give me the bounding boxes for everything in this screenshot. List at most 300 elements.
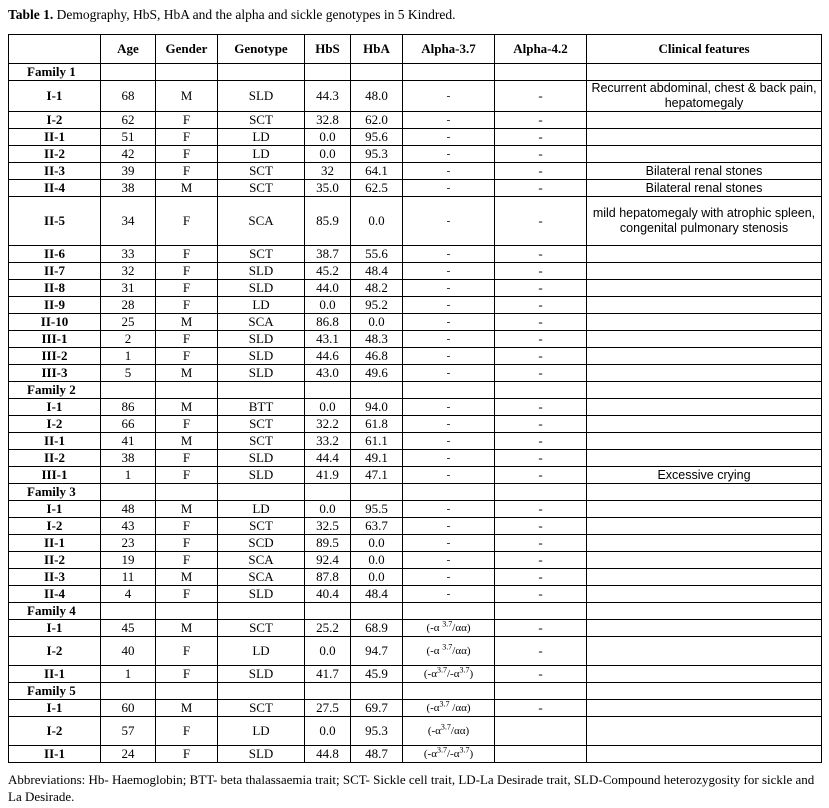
cell-a37: $(-\alpha^{3.7}/-\alpha^{3.7})$ bbox=[403, 746, 495, 763]
cell-hbs: 87.8 bbox=[305, 569, 351, 586]
cell-hba: 61.8 bbox=[351, 416, 403, 433]
empty-cell bbox=[156, 484, 218, 501]
cell-hbs: 25.2 bbox=[305, 620, 351, 637]
cell-clinical bbox=[587, 450, 822, 467]
cell-hba: 49.6 bbox=[351, 365, 403, 382]
cell-hba: 68.9 bbox=[351, 620, 403, 637]
cell-genotype: SCA bbox=[218, 552, 305, 569]
family-label: Family 2 bbox=[9, 382, 101, 399]
cell-gender: M bbox=[156, 569, 218, 586]
cell-gender: M bbox=[156, 365, 218, 382]
cell-clinical bbox=[587, 666, 822, 683]
cell-a42: - bbox=[495, 163, 587, 180]
cell-age: 34 bbox=[101, 197, 156, 246]
cell-age: 39 bbox=[101, 163, 156, 180]
cell-gender: M bbox=[156, 314, 218, 331]
cell-hbs: 44.4 bbox=[305, 450, 351, 467]
cell-id: II-1 bbox=[9, 746, 101, 763]
cell-age: 60 bbox=[101, 700, 156, 717]
cell-gender: F bbox=[156, 416, 218, 433]
cell-gender: M bbox=[156, 399, 218, 416]
cell-a37: - bbox=[403, 129, 495, 146]
empty-cell bbox=[495, 382, 587, 399]
cell-hba: 48.4 bbox=[351, 586, 403, 603]
cell-a37: ($-\alpha^{3.7}$ /αα) bbox=[403, 700, 495, 717]
cell-a42: - bbox=[495, 399, 587, 416]
cell-hbs: 44.3 bbox=[305, 81, 351, 112]
cell-a37: - bbox=[403, 433, 495, 450]
cell-a37: - bbox=[403, 450, 495, 467]
cell-hba: 95.5 bbox=[351, 501, 403, 518]
cell-a42: - bbox=[495, 112, 587, 129]
cell-gender: F bbox=[156, 146, 218, 163]
cell-a37: (-α $^{3.7}$/αα) bbox=[403, 620, 495, 637]
cell-gender: F bbox=[156, 297, 218, 314]
cell-id: II-1 bbox=[9, 129, 101, 146]
cell-hba: 48.0 bbox=[351, 81, 403, 112]
cell-genotype: BTT bbox=[218, 399, 305, 416]
cell-id: III-1 bbox=[9, 467, 101, 484]
cell-hba: 48.3 bbox=[351, 331, 403, 348]
cell-age: 62 bbox=[101, 112, 156, 129]
cell-clinical bbox=[587, 586, 822, 603]
empty-cell bbox=[495, 683, 587, 700]
table-row bbox=[9, 620, 822, 637]
cell-age: 19 bbox=[101, 552, 156, 569]
cell-age: 51 bbox=[101, 129, 156, 146]
cell-clinical bbox=[587, 416, 822, 433]
cell-a37: - bbox=[403, 246, 495, 263]
header-hba: HbA bbox=[351, 35, 403, 64]
empty-cell bbox=[495, 603, 587, 620]
family-label: Family 3 bbox=[9, 484, 101, 501]
cell-id: II-1 bbox=[9, 535, 101, 552]
cell-hba: 61.1 bbox=[351, 433, 403, 450]
cell-a42: - bbox=[495, 365, 587, 382]
cell-clinical bbox=[587, 129, 822, 146]
family-header-row bbox=[9, 382, 822, 399]
cell-hbs: 0.0 bbox=[305, 399, 351, 416]
cell-age: 40 bbox=[101, 637, 156, 666]
cell-gender: F bbox=[156, 637, 218, 666]
cell-gender: F bbox=[156, 518, 218, 535]
empty-cell bbox=[403, 603, 495, 620]
cell-clinical bbox=[587, 399, 822, 416]
table-row bbox=[9, 535, 822, 552]
cell-clinical bbox=[587, 700, 822, 717]
cell-a42: - bbox=[495, 450, 587, 467]
cell-genotype: LD bbox=[218, 501, 305, 518]
empty-cell bbox=[218, 603, 305, 620]
empty-cell bbox=[101, 683, 156, 700]
family-header-row bbox=[9, 484, 822, 501]
table-row bbox=[9, 81, 822, 112]
cell-genotype: SLD bbox=[218, 263, 305, 280]
cell-id: II-1 bbox=[9, 666, 101, 683]
cell-age: 68 bbox=[101, 81, 156, 112]
cell-age: 4 bbox=[101, 586, 156, 603]
cell-age: 24 bbox=[101, 746, 156, 763]
table-row bbox=[9, 569, 822, 586]
cell-a37: - bbox=[403, 348, 495, 365]
cell-hba: 0.0 bbox=[351, 197, 403, 246]
table-row bbox=[9, 348, 822, 365]
cell-a42: - bbox=[495, 280, 587, 297]
cell-hba: 62.5 bbox=[351, 180, 403, 197]
cell-age: 33 bbox=[101, 246, 156, 263]
empty-cell bbox=[156, 64, 218, 81]
header-id bbox=[9, 35, 101, 64]
family-label: Family 1 bbox=[9, 64, 101, 81]
cell-id: III-2 bbox=[9, 348, 101, 365]
cell-a37: - bbox=[403, 365, 495, 382]
cell-gender: M bbox=[156, 180, 218, 197]
cell-genotype: SCT bbox=[218, 518, 305, 535]
table-row bbox=[9, 467, 822, 484]
cell-a42: - bbox=[495, 569, 587, 586]
table-row bbox=[9, 297, 822, 314]
cell-age: 42 bbox=[101, 146, 156, 163]
cell-genotype: LD bbox=[218, 129, 305, 146]
cell-genotype: SLD bbox=[218, 365, 305, 382]
cell-hbs: 44.6 bbox=[305, 348, 351, 365]
cell-hba: 62.0 bbox=[351, 112, 403, 129]
cell-a42: - bbox=[495, 637, 587, 666]
cell-hba: 69.7 bbox=[351, 700, 403, 717]
cell-id: II-5 bbox=[9, 197, 101, 246]
cell-id: I-1 bbox=[9, 620, 101, 637]
cell-age: 1 bbox=[101, 467, 156, 484]
cell-hbs: 0.0 bbox=[305, 637, 351, 666]
cell-gender: F bbox=[156, 348, 218, 365]
cell-a42: - bbox=[495, 197, 587, 246]
cell-hba: 0.0 bbox=[351, 535, 403, 552]
cell-hbs: 43.1 bbox=[305, 331, 351, 348]
cell-clinical bbox=[587, 246, 822, 263]
empty-cell bbox=[305, 382, 351, 399]
cell-hbs: 38.7 bbox=[305, 246, 351, 263]
cell-hbs: 0.0 bbox=[305, 501, 351, 518]
cell-clinical bbox=[587, 263, 822, 280]
cell-hba: 47.1 bbox=[351, 467, 403, 484]
empty-cell bbox=[351, 382, 403, 399]
cell-clinical bbox=[587, 331, 822, 348]
empty-cell bbox=[218, 484, 305, 501]
cell-id: II-3 bbox=[9, 569, 101, 586]
cell-genotype: SCT bbox=[218, 416, 305, 433]
cell-genotype: SCD bbox=[218, 535, 305, 552]
cell-a37: - bbox=[403, 112, 495, 129]
table-row bbox=[9, 518, 822, 535]
cell-a42: - bbox=[495, 518, 587, 535]
cell-a37: - bbox=[403, 552, 495, 569]
cell-a42: - bbox=[495, 348, 587, 365]
cell-id: II-1 bbox=[9, 433, 101, 450]
table-row bbox=[9, 112, 822, 129]
cell-clinical bbox=[587, 112, 822, 129]
cell-genotype: SCT bbox=[218, 246, 305, 263]
cell-age: 2 bbox=[101, 331, 156, 348]
cell-id: III-1 bbox=[9, 331, 101, 348]
cell-age: 11 bbox=[101, 569, 156, 586]
cell-gender: F bbox=[156, 552, 218, 569]
cell-hba: 0.0 bbox=[351, 552, 403, 569]
table-body bbox=[9, 64, 822, 763]
cell-gender: F bbox=[156, 280, 218, 297]
empty-cell bbox=[495, 484, 587, 501]
cell-a37: - bbox=[403, 81, 495, 112]
header-clinical-features: Clinical features bbox=[587, 35, 822, 64]
table-row bbox=[9, 263, 822, 280]
cell-genotype: SCT bbox=[218, 700, 305, 717]
cell-clinical: mild hepatomegaly with atrophic spleen, congenital pulmonary stenosis bbox=[587, 197, 822, 246]
cell-gender: F bbox=[156, 163, 218, 180]
header-genotype: Genotype bbox=[218, 35, 305, 64]
cell-clinical bbox=[587, 501, 822, 518]
cell-hbs: 27.5 bbox=[305, 700, 351, 717]
cell-id: I-2 bbox=[9, 717, 101, 746]
cell-genotype: SLD bbox=[218, 280, 305, 297]
cell-a37: - bbox=[403, 467, 495, 484]
table-row bbox=[9, 717, 822, 746]
cell-genotype: SCT bbox=[218, 112, 305, 129]
cell-age: 43 bbox=[101, 518, 156, 535]
table-row bbox=[9, 666, 822, 683]
table-row bbox=[9, 700, 822, 717]
cell-hba: 48.4 bbox=[351, 263, 403, 280]
cell-a37: $(-\alpha^{3.7}/-\alpha^{3.7})$ bbox=[403, 666, 495, 683]
cell-a37: - bbox=[403, 163, 495, 180]
empty-cell bbox=[305, 603, 351, 620]
empty-cell bbox=[403, 64, 495, 81]
cell-hbs: 35.0 bbox=[305, 180, 351, 197]
cell-clinical: Bilateral renal stones bbox=[587, 180, 822, 197]
cell-a42: - bbox=[495, 433, 587, 450]
cell-id: I-1 bbox=[9, 399, 101, 416]
cell-a42: - bbox=[495, 297, 587, 314]
cell-a37: - bbox=[403, 280, 495, 297]
cell-gender: M bbox=[156, 81, 218, 112]
cell-genotype: SLD bbox=[218, 331, 305, 348]
cell-hbs: 86.8 bbox=[305, 314, 351, 331]
cell-a37: $(-\alpha^{3.7}/\alpha\alpha)$ bbox=[403, 717, 495, 746]
header-alpha-4-2: Alpha-4.2 bbox=[495, 35, 587, 64]
cell-id: II-8 bbox=[9, 280, 101, 297]
cell-clinical: Bilateral renal stones bbox=[587, 163, 822, 180]
cell-age: 25 bbox=[101, 314, 156, 331]
empty-cell bbox=[101, 382, 156, 399]
cell-hba: 46.8 bbox=[351, 348, 403, 365]
empty-cell bbox=[587, 484, 822, 501]
family-header-row bbox=[9, 64, 822, 81]
table-row bbox=[9, 365, 822, 382]
cell-a42: - bbox=[495, 501, 587, 518]
cell-gender: F bbox=[156, 197, 218, 246]
cell-gender: F bbox=[156, 535, 218, 552]
empty-cell bbox=[351, 603, 403, 620]
family-header-row bbox=[9, 683, 822, 700]
empty-cell bbox=[305, 683, 351, 700]
cell-gender: F bbox=[156, 666, 218, 683]
cell-hbs: 40.4 bbox=[305, 586, 351, 603]
cell-genotype: SLD bbox=[218, 450, 305, 467]
cell-age: 1 bbox=[101, 666, 156, 683]
cell-a42: - bbox=[495, 146, 587, 163]
cell-age: 32 bbox=[101, 263, 156, 280]
cell-hbs: 89.5 bbox=[305, 535, 351, 552]
cell-age: 48 bbox=[101, 501, 156, 518]
table-row bbox=[9, 399, 822, 416]
cell-genotype: SCT bbox=[218, 180, 305, 197]
cell-age: 23 bbox=[101, 535, 156, 552]
header-row bbox=[9, 35, 822, 64]
cell-hbs: 33.2 bbox=[305, 433, 351, 450]
cell-hba: 0.0 bbox=[351, 314, 403, 331]
table-row bbox=[9, 314, 822, 331]
header-alpha-3-7: Alpha-3.7 bbox=[403, 35, 495, 64]
genotype-table bbox=[8, 34, 822, 763]
table-row bbox=[9, 129, 822, 146]
table-row bbox=[9, 280, 822, 297]
cell-hbs: 41.7 bbox=[305, 666, 351, 683]
table-row bbox=[9, 180, 822, 197]
empty-cell bbox=[305, 64, 351, 81]
cell-genotype: SCT bbox=[218, 620, 305, 637]
header-age: Age bbox=[101, 35, 156, 64]
cell-age: 57 bbox=[101, 717, 156, 746]
cell-hbs: 44.0 bbox=[305, 280, 351, 297]
cell-gender: M bbox=[156, 501, 218, 518]
cell-id: I-1 bbox=[9, 700, 101, 717]
cell-a42: - bbox=[495, 700, 587, 717]
cell-a37: - bbox=[403, 263, 495, 280]
cell-id: I-2 bbox=[9, 637, 101, 666]
table-row bbox=[9, 586, 822, 603]
cell-hbs: 43.0 bbox=[305, 365, 351, 382]
cell-gender: F bbox=[156, 331, 218, 348]
cell-gender: M bbox=[156, 700, 218, 717]
cell-hba: 95.3 bbox=[351, 146, 403, 163]
cell-a42: - bbox=[495, 467, 587, 484]
cell-hbs: 85.9 bbox=[305, 197, 351, 246]
cell-a37: - bbox=[403, 331, 495, 348]
empty-cell bbox=[587, 382, 822, 399]
cell-gender: F bbox=[156, 263, 218, 280]
table-row bbox=[9, 246, 822, 263]
cell-a37: - bbox=[403, 416, 495, 433]
cell-hbs: 32.2 bbox=[305, 416, 351, 433]
cell-gender: F bbox=[156, 450, 218, 467]
cell-hba: 94.0 bbox=[351, 399, 403, 416]
cell-genotype: LD bbox=[218, 146, 305, 163]
family-label: Family 4 bbox=[9, 603, 101, 620]
table-row bbox=[9, 197, 822, 246]
cell-genotype: SCA bbox=[218, 569, 305, 586]
cell-a42: - bbox=[495, 314, 587, 331]
table-row bbox=[9, 146, 822, 163]
cell-a42: - bbox=[495, 620, 587, 637]
cell-clinical bbox=[587, 314, 822, 331]
cell-id: II-4 bbox=[9, 586, 101, 603]
cell-id: II-9 bbox=[9, 297, 101, 314]
cell-hba: 94.7 bbox=[351, 637, 403, 666]
empty-cell bbox=[587, 64, 822, 81]
empty-cell bbox=[156, 382, 218, 399]
cell-clinical bbox=[587, 717, 822, 746]
header-hbs: HbS bbox=[305, 35, 351, 64]
empty-cell bbox=[351, 683, 403, 700]
cell-hba: 95.6 bbox=[351, 129, 403, 146]
cell-hbs: 0.0 bbox=[305, 146, 351, 163]
cell-a37: - bbox=[403, 569, 495, 586]
cell-hba: 95.3 bbox=[351, 717, 403, 746]
empty-cell bbox=[587, 603, 822, 620]
cell-clinical bbox=[587, 535, 822, 552]
table-row bbox=[9, 501, 822, 518]
table-row bbox=[9, 163, 822, 180]
cell-age: 45 bbox=[101, 620, 156, 637]
cell-age: 38 bbox=[101, 450, 156, 467]
cell-a37: - bbox=[403, 399, 495, 416]
empty-cell bbox=[218, 64, 305, 81]
cell-id: I-1 bbox=[9, 81, 101, 112]
cell-clinical bbox=[587, 297, 822, 314]
table-row bbox=[9, 331, 822, 348]
cell-hbs: 0.0 bbox=[305, 297, 351, 314]
cell-a37: - bbox=[403, 518, 495, 535]
cell-age: 66 bbox=[101, 416, 156, 433]
cell-a42: - bbox=[495, 246, 587, 263]
empty-cell bbox=[403, 683, 495, 700]
cell-clinical bbox=[587, 637, 822, 666]
family-header-row bbox=[9, 603, 822, 620]
cell-id: II-4 bbox=[9, 180, 101, 197]
cell-hbs: 32 bbox=[305, 163, 351, 180]
cell-clinical bbox=[587, 746, 822, 763]
cell-clinical bbox=[587, 552, 822, 569]
cell-genotype: LD bbox=[218, 717, 305, 746]
cell-hba: 45.9 bbox=[351, 666, 403, 683]
empty-cell bbox=[101, 64, 156, 81]
empty-cell bbox=[403, 382, 495, 399]
cell-id: I-1 bbox=[9, 501, 101, 518]
empty-cell bbox=[351, 64, 403, 81]
cell-id: III-3 bbox=[9, 365, 101, 382]
cell-hbs: 0.0 bbox=[305, 129, 351, 146]
cell-hba: 49.1 bbox=[351, 450, 403, 467]
cell-a37: - bbox=[403, 180, 495, 197]
empty-cell bbox=[495, 64, 587, 81]
cell-clinical bbox=[587, 280, 822, 297]
empty-cell bbox=[218, 683, 305, 700]
table-row bbox=[9, 433, 822, 450]
table-caption-text: Demography, HbS, HbA and the alpha and sickle genotypes in 5 Kindred. bbox=[53, 7, 456, 22]
cell-id: II-2 bbox=[9, 146, 101, 163]
cell-a42 bbox=[495, 717, 587, 746]
cell-genotype: SCT bbox=[218, 433, 305, 450]
cell-gender: F bbox=[156, 246, 218, 263]
cell-id: I-2 bbox=[9, 518, 101, 535]
cell-age: 1 bbox=[101, 348, 156, 365]
cell-a42: - bbox=[495, 586, 587, 603]
cell-genotype: SLD bbox=[218, 467, 305, 484]
header-gender: Gender bbox=[156, 35, 218, 64]
cell-id: I-2 bbox=[9, 416, 101, 433]
cell-a37: - bbox=[403, 586, 495, 603]
table-row bbox=[9, 450, 822, 467]
cell-clinical bbox=[587, 146, 822, 163]
empty-cell bbox=[403, 484, 495, 501]
